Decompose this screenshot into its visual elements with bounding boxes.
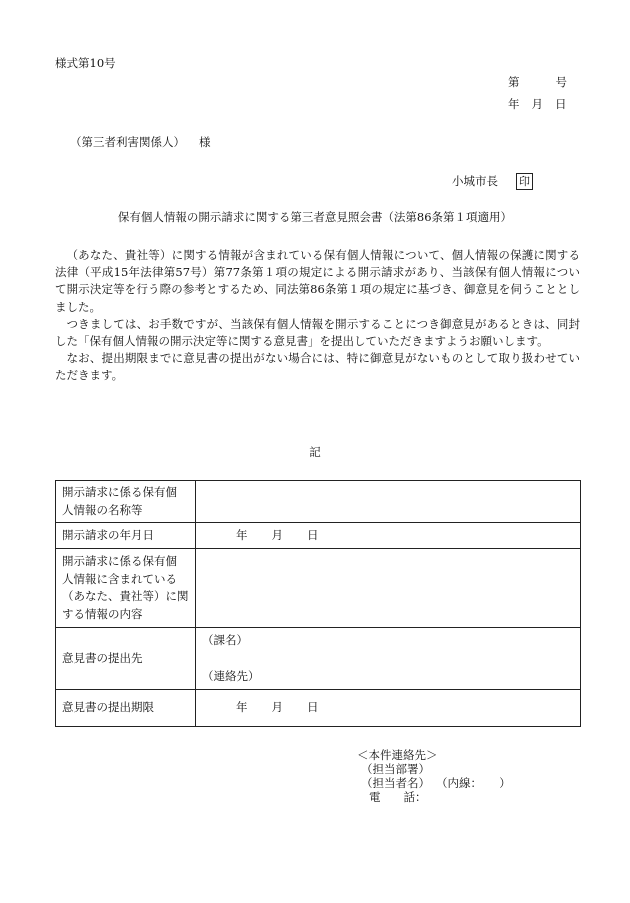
- row5-value[interactable]: 年 月 日: [196, 690, 581, 727]
- body-paragraph-1: （あなた、貴社等）に関する情報が含まれている保有個人情報について、個人情報の保護に関する法律（平成15年法律第57号）第77条第１項の規定による開示請求があり、当該保有個人情報について開示決定等を行う際の参考とするため、同法第86条第１項の規定に基づき、御意見を伺うこととしました。: [55, 248, 580, 314]
- row2-value[interactable]: 年 月 日: [196, 523, 581, 549]
- addressee-honorific: 様: [199, 135, 211, 149]
- body-text: [55, 247, 580, 385]
- table-row: [56, 549, 581, 628]
- doc-number-label: 第: [508, 75, 520, 89]
- row4-label: 意見書の提出先: [56, 628, 196, 690]
- date-year: 年: [508, 97, 520, 111]
- seal-mark: 印: [516, 173, 533, 190]
- row1-label: 開示請求に係る保有個 人情報の名称等: [56, 481, 196, 523]
- contact-block: [357, 748, 511, 804]
- row3-label: 開示請求に係る保有個 人情報に含まれている （あなた、貴社等）に関 する情報の内容: [56, 549, 196, 628]
- document-title: 保有個人情報の開示請求に関する第三者意見照会書（法第86条第１項適用）: [117, 210, 513, 224]
- row3-value[interactable]: [196, 549, 581, 628]
- row1-value[interactable]: [196, 481, 581, 523]
- contact-extension: （内線： ）: [436, 776, 511, 790]
- table-row: [56, 690, 581, 727]
- contact-heading: ＜本件連絡先＞: [357, 748, 438, 762]
- date-day: 日: [555, 97, 567, 111]
- table-row: [56, 481, 581, 523]
- ki-heading: 記: [309, 445, 321, 459]
- body-paragraph-2: つきましては、お手数ですが、当該保有個人情報を開示することにつき御意見があるときは、同封した「保有個人情報の開示決定等に関する意見書」を提出していただきますようお願いします。: [55, 316, 580, 349]
- contact-department: （担当部署）: [361, 762, 430, 776]
- body-paragraph-3: なお、提出期限までに意見書の提出がない場合には、特に御意見がないものとして取り扱わせていただきます。: [55, 351, 580, 383]
- addressee: [70, 134, 211, 150]
- row4-value[interactable]: [196, 628, 581, 690]
- row4-contact: （連絡先）: [202, 668, 260, 683]
- document-date: [508, 96, 567, 112]
- doc-number-suffix: 号: [555, 75, 567, 89]
- row5-label: 意見書の提出期限: [56, 690, 196, 727]
- contact-person-line: [357, 776, 511, 790]
- table-row: [56, 628, 581, 690]
- document-number: [508, 74, 567, 90]
- info-table: [55, 480, 581, 727]
- form-number: 様式第10号: [55, 56, 116, 70]
- table-row: [56, 523, 581, 549]
- date-month: 月: [531, 97, 543, 111]
- contact-person: （担当者名）: [361, 776, 430, 790]
- sender: [452, 173, 533, 190]
- row2-label: 開示請求の年月日: [56, 523, 196, 549]
- contact-phone: 電 話：: [369, 790, 427, 804]
- addressee-name: （第三者利害関係人）: [70, 135, 185, 149]
- row4-dept: （課名）: [202, 633, 248, 647]
- sender-name: 小城市長: [452, 174, 498, 188]
